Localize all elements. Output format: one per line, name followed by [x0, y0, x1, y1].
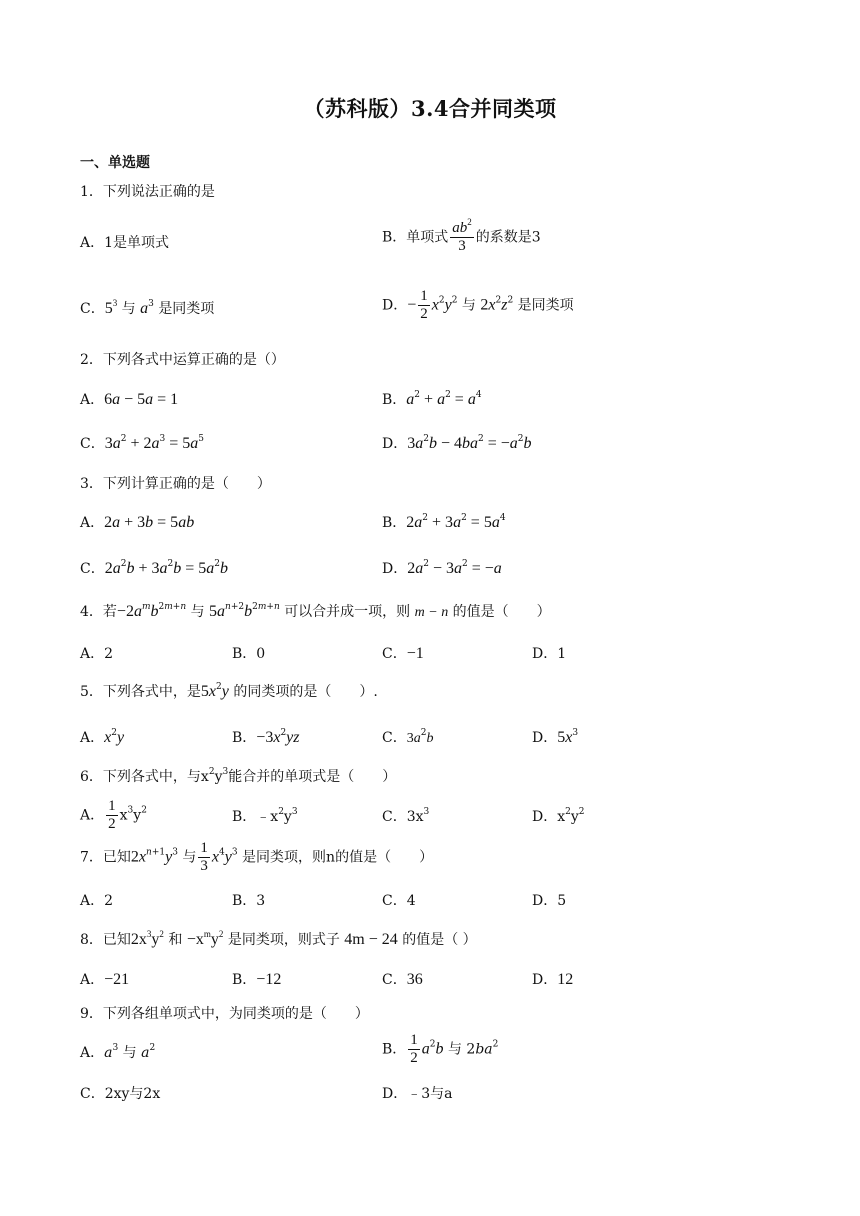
- question-3-stem: 3．下列计算正确的是（ ）: [80, 476, 271, 492]
- page-title: （苏科版）3.4合并同类项: [303, 96, 557, 121]
- q5-option-b: B．$-3x^2yz$: [232, 728, 300, 746]
- q6-option-a: A． $\frac{1}{2}$ $x^3y^2$: [80, 798, 147, 832]
- q5-option-a: A．$x^2y$: [80, 728, 125, 746]
- q9-option-a: A．$a^3$ 与 $a^2$: [80, 1043, 156, 1061]
- q9-option-b: B． $\frac{1}{2}$ $a^2b$ 与 $2ba^2$: [382, 1032, 499, 1066]
- q7-option-d: D．5: [532, 893, 567, 909]
- q7-option-a: A．2: [80, 893, 114, 909]
- q8-option-d: D．12: [532, 971, 574, 988]
- q2-option-d: D．$3a^2b - 4ba^2 = -a^2b$: [382, 434, 532, 452]
- q4-option-a: A．2: [80, 646, 114, 662]
- q2-option-a: A．6a − 5a = 1: [80, 391, 179, 408]
- q3-option-a: A．2a + 3b = 5ab: [80, 514, 195, 531]
- q6-option-d: D．$x^2y^2$: [532, 807, 585, 825]
- q8-option-a: A．−21: [80, 971, 130, 988]
- q1-option-d: D．− $\frac{1}{2}$ $x^2y^2$ 与 $2x^2z^2$ 是同类项: [382, 288, 574, 322]
- question-1-stem: 1．下列说法正确的是: [80, 184, 215, 200]
- q1-option-a: A．1是单项式: [80, 235, 170, 251]
- q9-option-d: D．﹣3与a: [382, 1086, 453, 1102]
- q7-option-c: C．4: [382, 893, 416, 909]
- q5-option-d: D．$5x^3$: [532, 728, 579, 746]
- question-7-stem: 7．已知$2x^{n+1}y^3$ 与 $\frac{1}{3}$ $x^4y^3$ 是同类项，则n的值是（ ）: [80, 840, 434, 874]
- question-6-stem: 6．下列各式中，与$x^2y^3$能合并的单项式是（ ）: [80, 767, 397, 785]
- q4-option-c: C．−1: [382, 645, 424, 662]
- question-8-stem: 8．已知$2x^3y^2$ 和 $-x^my^2$ 是同类项，则式子 4m − 24 的值是（ ）: [80, 929, 477, 948]
- section-heading: 一、单选题: [80, 155, 150, 171]
- q4-option-d: D．1: [532, 646, 567, 662]
- question-5-stem: 5．下列各式中，是$5x^2y$ 的同类项的是（ ）.: [80, 682, 378, 700]
- q8-option-b: B．−12: [232, 971, 282, 988]
- q5-option-c: C．$3a^2b$: [382, 728, 434, 746]
- question-4-stem: 4．若$-2a^mb^{2m+n}$ 与 $5a^{n+2}b^{2m+n}$ 可以合并成一项，则 m − n 的值是（ ）: [80, 602, 551, 620]
- q3-option-d: D．$2a^2 - 3a^2 = -a$: [382, 559, 502, 577]
- question-2-stem: 2．下列各式中运算正确的是（）: [80, 352, 285, 368]
- q3-option-c: C．$2a^2b + 3a^2b = 5a^2b$: [80, 559, 228, 577]
- question-9-stem: 9．下列各组单项式中，为同类项的是（ ）: [80, 1006, 369, 1022]
- q3-option-b: B．$2a^2 + 3a^2 = 5a^4$: [382, 513, 506, 531]
- q1-option-b: B．单项式 $\frac{ab^2}{3}$ 的系数是3: [382, 217, 541, 254]
- q2-option-b: B．$a^2 + a^2 = a^4$: [382, 390, 482, 408]
- q2-option-c: C．$3a^2 + 2a^3 = 5a^5$: [80, 434, 204, 452]
- q1-option-c: C．$5^3$ 与 $a^3$ 是同类项: [80, 298, 215, 317]
- q7-option-b: B．3: [232, 893, 266, 909]
- q6-option-c: C．$3x^3$: [382, 807, 430, 825]
- fraction: $\frac{ab^2}{3}$: [452, 217, 472, 254]
- q6-option-b: B．$﹣x^2y^3$: [232, 807, 298, 825]
- q9-option-c: C．2xy与2x: [80, 1086, 161, 1102]
- q8-option-c: C．36: [382, 971, 423, 988]
- q4-option-b: B．0: [232, 646, 266, 662]
